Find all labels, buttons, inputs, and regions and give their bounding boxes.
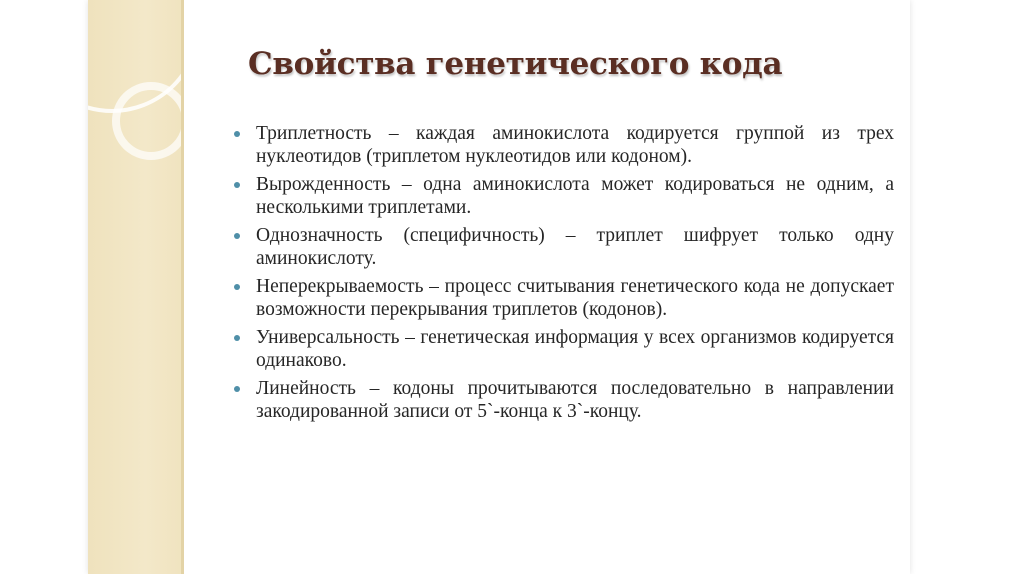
bullet-icon (234, 233, 240, 239)
bullet-list (234, 122, 894, 428)
slide-title: Свойства генетического кода (248, 46, 783, 82)
slide (88, 0, 910, 574)
bullet-text: Вырожденность – одна аминокислота может кодироваться не одним, а несколькими триплетами. (256, 174, 894, 218)
bullet-icon (234, 182, 240, 188)
bullet-item-linearity (234, 377, 894, 423)
bullet-item-degeneracy (234, 173, 894, 219)
bullet-icon (234, 131, 240, 137)
bullet-item-tripletness (234, 122, 894, 168)
bullet-item-non-overlapping (234, 275, 894, 321)
bullet-item-specificity (234, 224, 894, 270)
bullet-icon (234, 335, 240, 341)
bullet-text: Однозначность (специфичность) – триплет шифрует только одну аминокислоту. (256, 225, 894, 269)
bullet-text: Линейность – кодоны прочитываются последовательно в направлении закодированной записи от 5`-конца к 3`-концу. (256, 378, 894, 422)
decorative-side-band (88, 0, 184, 574)
bullet-text: Триплетность – каждая аминокислота кодируется группой из трех нуклеотидов (триплетом нуклеотидов или кодоном). (256, 123, 894, 167)
bullet-item-universality (234, 326, 894, 372)
decorative-ring-small (112, 82, 190, 160)
bullet-text: Неперекрываемость – процесс считывания генетического кода не допускает возможности перекрывания триплетов (кодонов). (256, 276, 894, 320)
bullet-icon (234, 386, 240, 392)
bullet-icon (234, 284, 240, 290)
bullet-text: Универсальность – генетическая информация у всех организмов кодируется одинаково. (256, 327, 894, 371)
